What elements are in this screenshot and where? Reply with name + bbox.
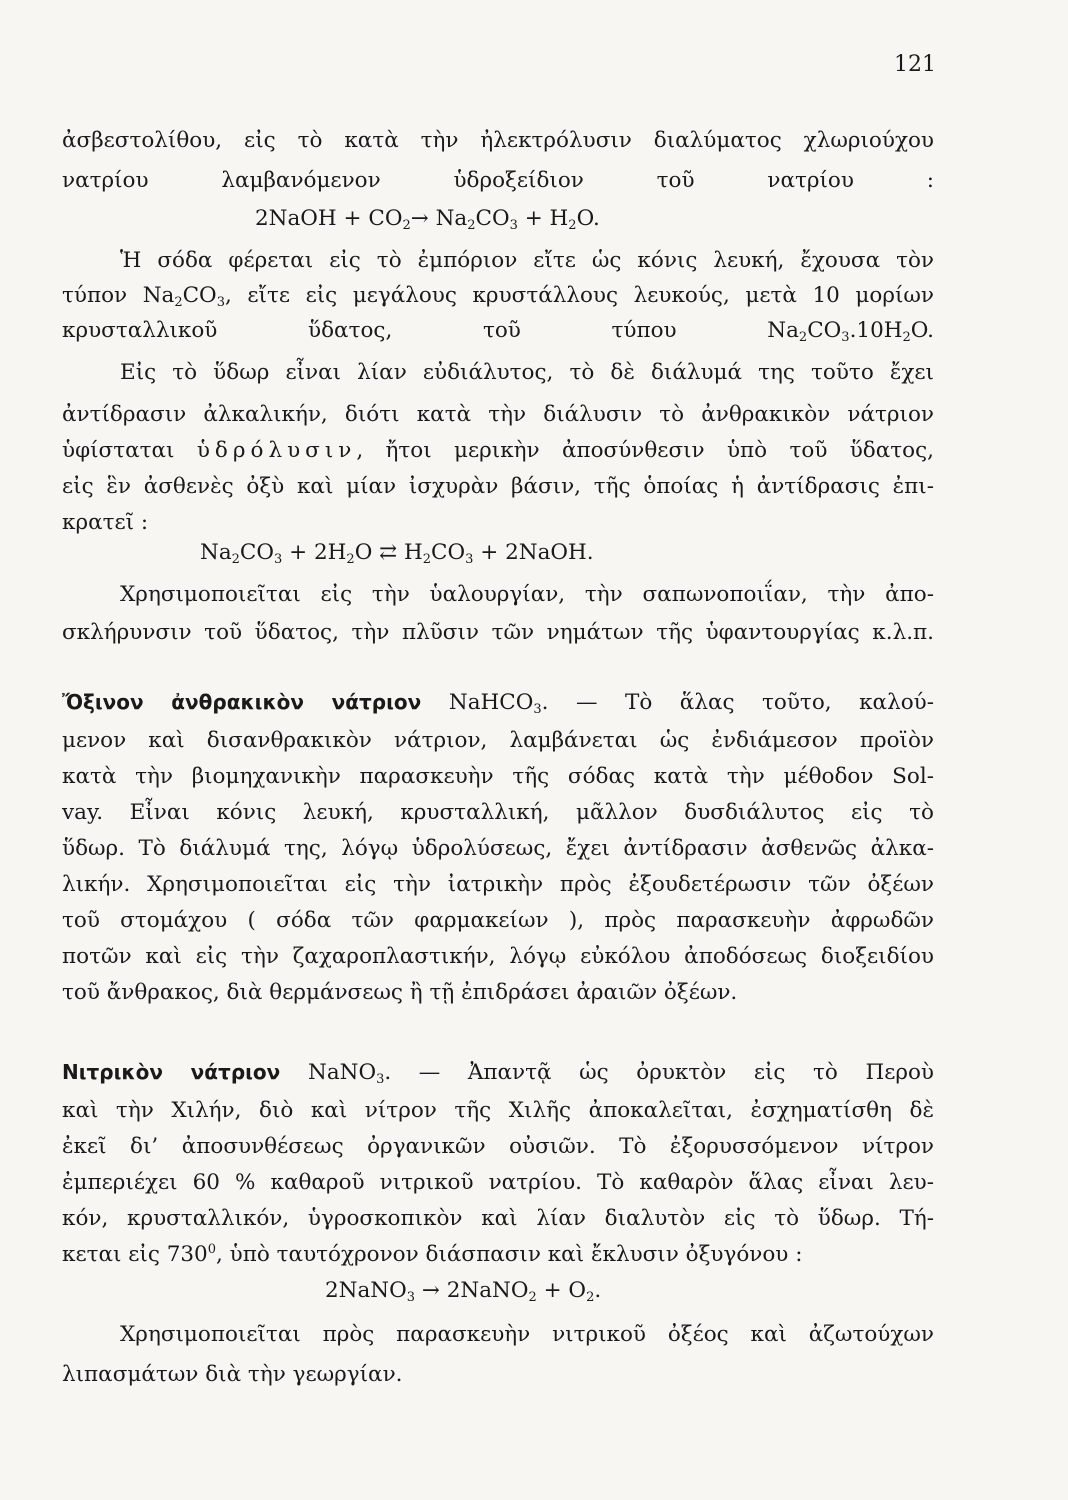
text-line: vay. Εἶναι κόνις λευκή, κρυσταλλική, μᾶλλον δυσδιάλυτος εἰς τὸ (62, 800, 934, 825)
text-line: τύπον $Na_2CO_3$, εἴτε εἰς μεγάλους κρυστάλλους λευκούς, μετὰ 10 μορίων (62, 283, 934, 310)
text-line: λικήν. Χρησιμοποιεῖται εἰς τὴν ἰατρικὴν πρὸς ἐξουδετέρωσιν τῶν ὀξέων (62, 872, 934, 897)
text-line: λιπασμάτων διὰ τὴν γεωργίαν. (62, 1362, 403, 1387)
text-line: Χρησιμοποιεῖται εἰς τὴν ὑαλουργίαν, τὴν σαπωνοποιΐαν, τὴν ἀπο- (120, 582, 934, 607)
section-heading: Ὄξινον ἀνθρακικὸν νάτριον (62, 690, 449, 714)
text-line: σκλήρυνσιν τοῦ ὕδατος, τὴν πλῦσιν τῶν νημάτων τῆς ὑφαντουργίας κ.λ.π. (62, 620, 934, 645)
text-line: καὶ τὴν Χιλήν, διὸ καὶ νίτρον τῆς Χιλῆς ἀποκαλεῖται, ἐσχηματίσθη δὲ (62, 1098, 934, 1123)
text-line: κόν, κρυσταλλικόν, ὑγροσκοπικὸν καὶ λίαν διαλυτὸν εἰς τὸ ὕδωρ. Τή- (62, 1206, 934, 1231)
section-heading: Νιτρικὸν νάτριον (62, 1060, 308, 1084)
text-line: κεται εἰς $730^0$, ὑπὸ ταυτόχρονον διάσπασιν καὶ ἔκλυσιν ὀξυγόνου : (62, 1242, 803, 1268)
section-line: Ὄξινον ἀνθρακικὸν νάτριον NaHCO$_3$. — Τὸ ἅλας τοῦτο, καλού- (62, 690, 934, 717)
text-line: ἀσβεστολίθου, εἰς τὸ κατὰ τὴν ἠλεκτρόλυσιν διαλύματος χλωριούχου (62, 128, 934, 153)
text-line: κατὰ τὴν βιομηχανικὴν παρασκευὴν τῆς σόδας κατὰ τὴν μέθοδον Sol- (62, 764, 934, 789)
text-line: τοῦ στομάχου ( σόδα τῶν φαρμακείων ), πρὸς παρασκευὴν ἀφρωδῶν (62, 908, 934, 933)
text-line: κρατεῖ : (62, 510, 149, 535)
text-line: ἐμπεριέχει 60 % καθαροῦ νιτρικοῦ νατρίου. Τὸ καθαρὸν ἅλας εἶναι λευ- (62, 1170, 934, 1195)
text-line: μενον καὶ δισανθρακικὸν νάτριον, λαμβάνεται ὡς ἐνδιάμεσον προϊὸν (62, 728, 934, 753)
text-line: Εἰς τὸ ὕδωρ εἶναι λίαν εὐδιάλυτος, τὸ δὲ διάλυμά της τοῦτο ἔχει (120, 360, 934, 385)
page-number: 121 (894, 52, 936, 77)
equation: 2NaNO$_3$ → 2NaNO$_2$ + $O_2$. (325, 1278, 602, 1305)
equation: $Na_2CO_3 + 2H_2O$ ⇄ $H_2CO_3$ + 2NaOH. (200, 540, 594, 567)
text-line: Χρησιμοποιεῖται πρὸς παρασκευὴν νιτρικοῦ ὀξέος καὶ ἀζωτούχων (120, 1322, 934, 1347)
text-line: νατρίου λαμβανόμενον ὑδροξείδιον τοῦ νατρίου : (62, 168, 934, 193)
equation: 2NaOH + $CO_2\to Na_2CO_3 + H_2O$. (255, 206, 600, 233)
text-line: εἰς ἓν ἀσθενὲς ὀξὺ καὶ μίαν ἰσχυρὰν βάσιν, τῆς ὁποίας ἡ ἀντίδρασις ἐπι- (62, 474, 934, 499)
text-line: ποτῶν καὶ εἰς τὴν ζαχαροπλαστικήν, λόγῳ εὐκόλου ἀποδόσεως διοξειδίου (62, 944, 934, 969)
text-line: ὕδωρ. Τὸ διάλυμά της, λόγῳ ὑδρολύσεως, ἔχει ἀντίδρασιν ἀσθενῶς ἀλκα- (62, 836, 934, 861)
text-line: ἀντίδρασιν ἀλκαλικήν, διότι κατὰ τὴν διάλυσιν τὸ ἀνθρακικὸν νάτριον (62, 402, 934, 427)
text-line: ὑφίσταται ὑδρόλυσιν, ἤτοι μερικὴν ἀποσύνθεσιν ὑπὸ τοῦ ὕδατος, (62, 438, 934, 463)
text-line: ἐκεῖ δι’ ἀποσυνθέσεως ὀργανικῶν οὐσιῶν. Τὸ ἐξορυσσόμενον νίτρον (62, 1134, 934, 1159)
text-line: τοῦ ἄνθρακος, διὰ θερμάνσεως ἢ τῇ ἐπιδράσει ἀραιῶν ὀξέων. (62, 980, 738, 1005)
section-line: Νιτρικὸν νάτριον NaNO$_3$. — Ἀπαντᾷ ὡς ὀρυκτὸν εἰς τὸ Περοὺ (62, 1060, 934, 1087)
text-line: Ἡ σόδα φέρεται εἰς τὸ ἐμπόριον εἴτε ὡς κόνις λευκή, ἔχουσα τὸν (120, 248, 934, 273)
text-line: κρυσταλλικοῦ ὕδατος, τοῦ τύπου $Na_2CO_3.10H_2O$. (62, 318, 934, 345)
